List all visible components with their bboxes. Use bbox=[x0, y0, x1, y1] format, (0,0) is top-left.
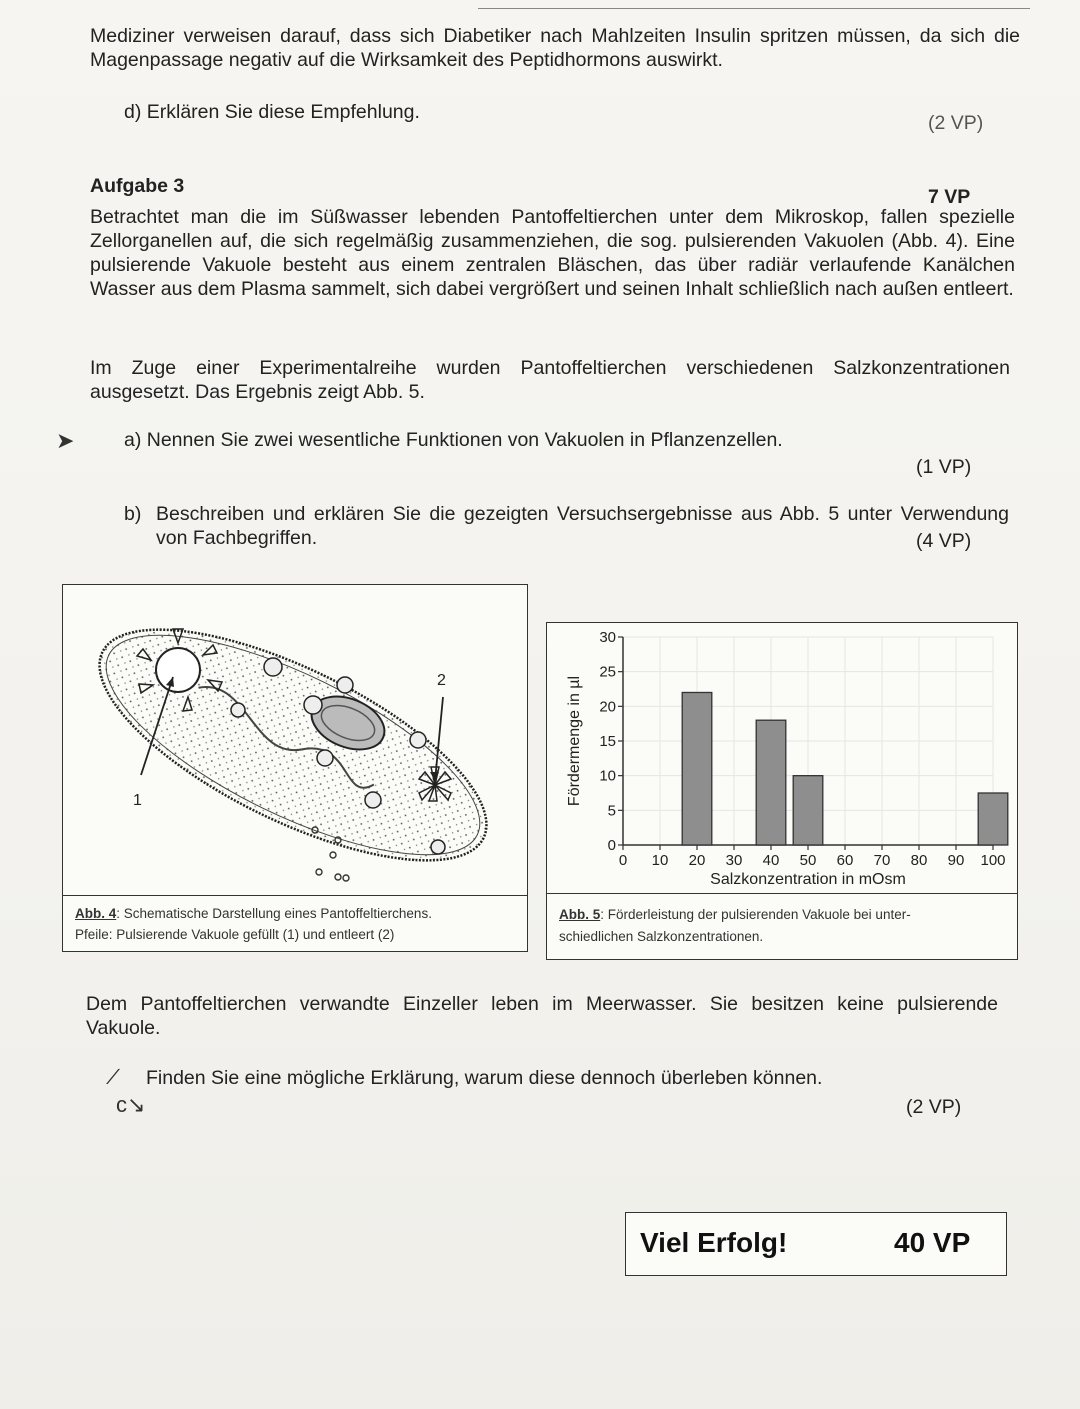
points-a: (1 VP) bbox=[916, 456, 972, 478]
x-tick-label: 90 bbox=[947, 852, 965, 869]
paramecium-drawing bbox=[63, 585, 527, 895]
pencil-mark-icon: ➤ bbox=[56, 428, 75, 453]
question-b-label: b) bbox=[124, 503, 142, 525]
y-tick-label: 30 bbox=[599, 629, 616, 646]
figure-5-caption-line-2: schiedlichen Salzkonzentrationen. bbox=[559, 929, 764, 944]
figure-5-label: Abb. 5 bbox=[559, 907, 601, 922]
y-tick-label: 10 bbox=[599, 767, 616, 785]
task-points: 7 VP bbox=[928, 186, 971, 208]
closing-box bbox=[625, 1212, 1007, 1276]
figure-4-caption-line-2: Pfeile: Pulsierende Vakuole gefüllt (1) und entleert (2) bbox=[75, 927, 395, 942]
label-2: 2 bbox=[437, 672, 446, 689]
handwritten-c-icon: c↘ bbox=[116, 1092, 146, 1117]
bar bbox=[978, 793, 1008, 845]
bar-chart-svg bbox=[547, 623, 1017, 893]
y-axis-label: Fördermenge in µl bbox=[566, 675, 583, 807]
marine-paragraph: Dem Pantoffeltierchen verwandte Einzeller leben im Meerwasser. Sie besitzen keine pulsierende Vakuole. bbox=[86, 993, 998, 1039]
points-c: (2 VP) bbox=[906, 1096, 962, 1118]
total-points: 40 VP bbox=[894, 1227, 971, 1258]
y-tick-label: 15 bbox=[599, 733, 616, 750]
y-tick-label: 25 bbox=[599, 663, 616, 681]
points-b: (4 VP) bbox=[916, 530, 972, 552]
question-c: Finden Sie eine mögliche Erklärung, warum diese dennoch überleben können. bbox=[146, 1067, 823, 1089]
x-tick-label: 100 bbox=[980, 852, 1006, 869]
x-tick-label: 10 bbox=[651, 852, 669, 869]
points-d: (2 VP) bbox=[928, 112, 984, 134]
x-tick-label: 20 bbox=[688, 852, 706, 869]
figure-4-caption-line-1: : Schematische Darstellung eines Pantoffeltierchens. bbox=[116, 906, 432, 921]
y-tick-label: 20 bbox=[599, 698, 616, 716]
x-tick-label: 80 bbox=[910, 852, 928, 869]
x-tick-label: 50 bbox=[799, 852, 817, 869]
x-tick-label: 0 bbox=[618, 852, 628, 869]
closing-message: Viel Erfolg! bbox=[640, 1227, 788, 1258]
figure-5-box bbox=[546, 622, 1018, 960]
top-rule bbox=[478, 0, 1030, 9]
question-b: Beschreiben und erklären Sie die gezeigten Versuchsergebnisse aus Abb. 5 unter Verwendung von Fachbegriffen. bbox=[156, 503, 1009, 549]
x-tick-label: 70 bbox=[873, 852, 891, 869]
task-title: Aufgabe 3 bbox=[90, 175, 185, 197]
figure-4-box bbox=[62, 584, 528, 952]
label-1: 1 bbox=[133, 792, 142, 809]
y-tick-label: 5 bbox=[607, 802, 616, 820]
task-paragraph-2: Im Zuge einer Experimentalreihe wurden Pantoffeltierchen verschiedenen Salzkonzentrationen ausgesetzt. Das Ergebnis zeigt Abb. 5. bbox=[90, 357, 1010, 403]
bar bbox=[793, 776, 823, 845]
y-tick-label: 0 bbox=[607, 837, 616, 854]
bar bbox=[682, 692, 712, 845]
figure-4-label: Abb. 4 bbox=[75, 906, 117, 921]
question-a: a) Nennen Sie zwei wesentliche Funktionen von Vakuolen in Pflanzenzellen. bbox=[124, 429, 783, 451]
intro-text: Mediziner verweisen darauf, dass sich Diabetiker nach Mahlzeiten Insulin spritzen müssen, da sich die Magenpassage negativ auf die Wirksamkeit des Peptidhormons auswirkt. bbox=[90, 25, 1020, 71]
bar bbox=[756, 720, 786, 845]
figure-4-caption bbox=[63, 895, 527, 952]
x-tick-label: 60 bbox=[836, 852, 854, 869]
figure-5-caption bbox=[547, 893, 1017, 960]
x-tick-label: 30 bbox=[725, 852, 743, 869]
question-d: d) Erklären Sie diese Empfehlung. bbox=[124, 101, 420, 123]
bar-chart bbox=[547, 623, 1017, 893]
figure-5-caption-line-1: : Förderleistung der pulsierenden Vakuole bei unter- bbox=[600, 907, 911, 922]
x-tick-label: 40 bbox=[762, 852, 780, 869]
task-paragraph-1: Betrachtet man die im Süßwasser lebenden Pantoffeltierchen unter dem Mikroskop, fallen spezielle Zellorganellen auf, die sich regelmäßig zusammenziehen, die sog. pulsierenden Vakuolen (Abb. 4). Eine pulsierende Vakuole besteht aus einem zentralen Bläschen, das über radiär verlaufende Kanälchen Wasser aus dem Plasma sammelt, sich dabei vergrößert und seinen Inhalt schließlich nach außen entleert. bbox=[90, 206, 1015, 300]
x-axis-label: Salzkonzentration in mOsm bbox=[710, 871, 906, 888]
handwritten-mark-icon: ∕ bbox=[112, 1064, 116, 1089]
